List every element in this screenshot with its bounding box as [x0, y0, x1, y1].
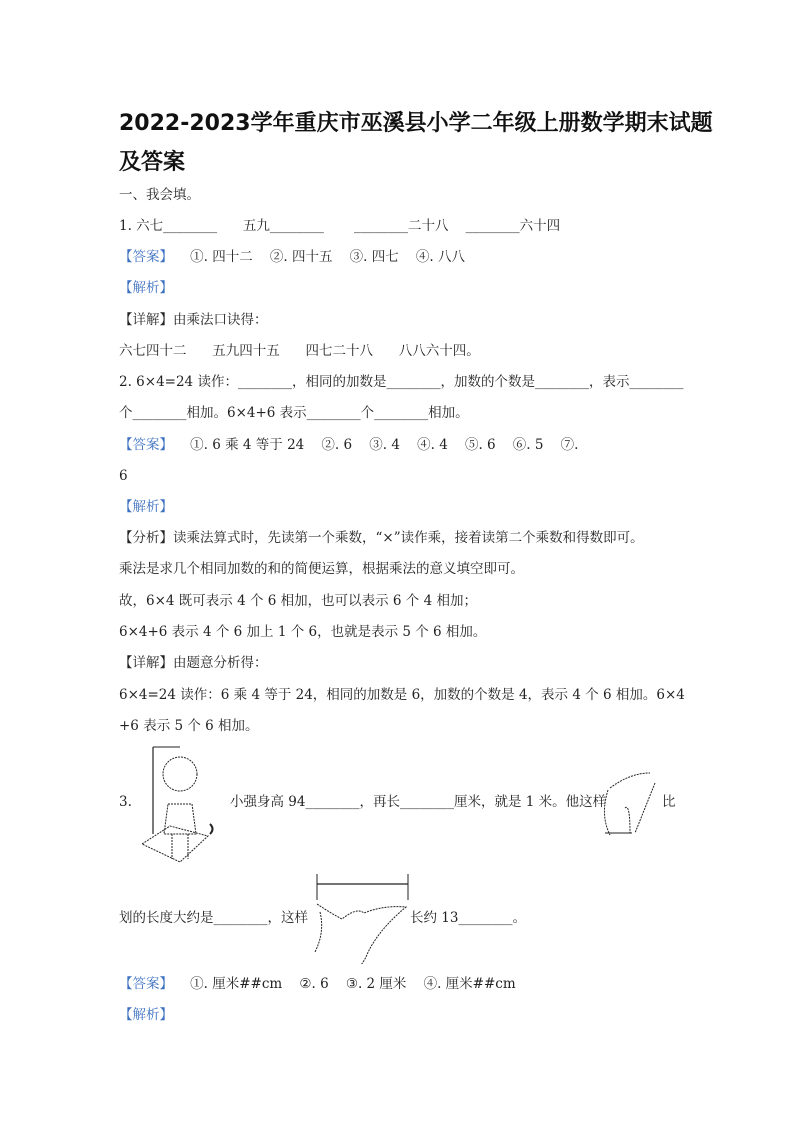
- page-title-cont: 及答案: [119, 150, 186, 175]
- q2-answer: [119, 436, 578, 454]
- q3-number: 3.: [119, 794, 132, 810]
- answer-text: ①. 厘米##cm ②. 6 ③. 2 厘米 ④. 厘米##cm: [173, 976, 516, 992]
- q1-detail: 【详解】由乘法口诀得：: [119, 312, 268, 328]
- section-heading: 一、我会填。: [119, 187, 200, 203]
- boy-on-scale-illustration: [140, 744, 220, 866]
- q3-text2-end: 长约 13________。: [410, 910, 526, 926]
- q2-analysis-label: 【解析】: [119, 499, 173, 515]
- answer-text: ①. 6 乘 4 等于 24 ②. 6 ③. 4 ④. 4 ⑤. 6 ⑥. 5 ⑦.: [173, 437, 579, 453]
- q2-analysis4: 6×4+6 表示 4 个 6 加上 1 个 6，也就是表示 5 个 6 相加。: [119, 624, 487, 640]
- q3-text1: 小强身高 94________，再长________厘米，就是 1 米。他这样: [230, 794, 607, 810]
- q3-text2: 划的长度大约是________，这样: [119, 910, 308, 926]
- q1-detail2: 六七四十二 五九四十五 四七二十八 八八六十四。: [119, 343, 480, 359]
- q3-analysis-label: 【解析】: [119, 1007, 173, 1023]
- answer-label: 【答案】: [119, 249, 173, 265]
- hand-span-illustration: [310, 872, 415, 964]
- answer-label: 【答案】: [119, 976, 173, 992]
- q2-analysis1: 【分析】读乘法算式时，先读第一个乘数，“×”读作乘，接着读第二个乘数和得数即可。: [119, 530, 644, 546]
- hand-gesture-illustration: [600, 768, 660, 838]
- q1-question: 1. 六七________ 五九________ ________二十八 ________六十四: [119, 218, 561, 234]
- q2-answer-cont: 6: [119, 468, 128, 484]
- answer-label: 【答案】: [119, 437, 173, 453]
- answer-text: ①. 四十二 ②. 四十五 ③. 四七 ④. 八八: [173, 249, 465, 265]
- q2-detail2: 6×4=24 读作：6 乘 4 等于 24，相同的加数是 6，加数的个数是 4，表示 4 个 6 相加。6×4: [119, 687, 685, 703]
- page-title: 2022-2023学年重庆市巫溪县小学二年级上册数学期末试题: [119, 111, 713, 136]
- q3-answer: [119, 975, 516, 993]
- q1-answer: [119, 248, 465, 266]
- q3-text1-end: 比: [662, 794, 676, 810]
- q2-detail3: +6 表示 5 个 6 相加。: [119, 718, 259, 734]
- q2-analysis2: 乘法是求几个相同加数的和的简便运算，根据乘法的意义填空即可。: [119, 561, 524, 577]
- q1-analysis-label: 【解析】: [119, 280, 173, 296]
- q2-question2: 个________相加。6×4+6 表示________个________相加。: [119, 405, 469, 421]
- q2-analysis3: 故，6×4 既可表示 4 个 6 相加，也可以表示 6 个 4 相加；: [119, 593, 477, 609]
- q2-question1: 2. 6×4=24 读作：________，相同的加数是________，加数的个数是________，表示________: [119, 374, 684, 390]
- q2-detail: 【详解】由题意分析得：: [119, 655, 268, 671]
